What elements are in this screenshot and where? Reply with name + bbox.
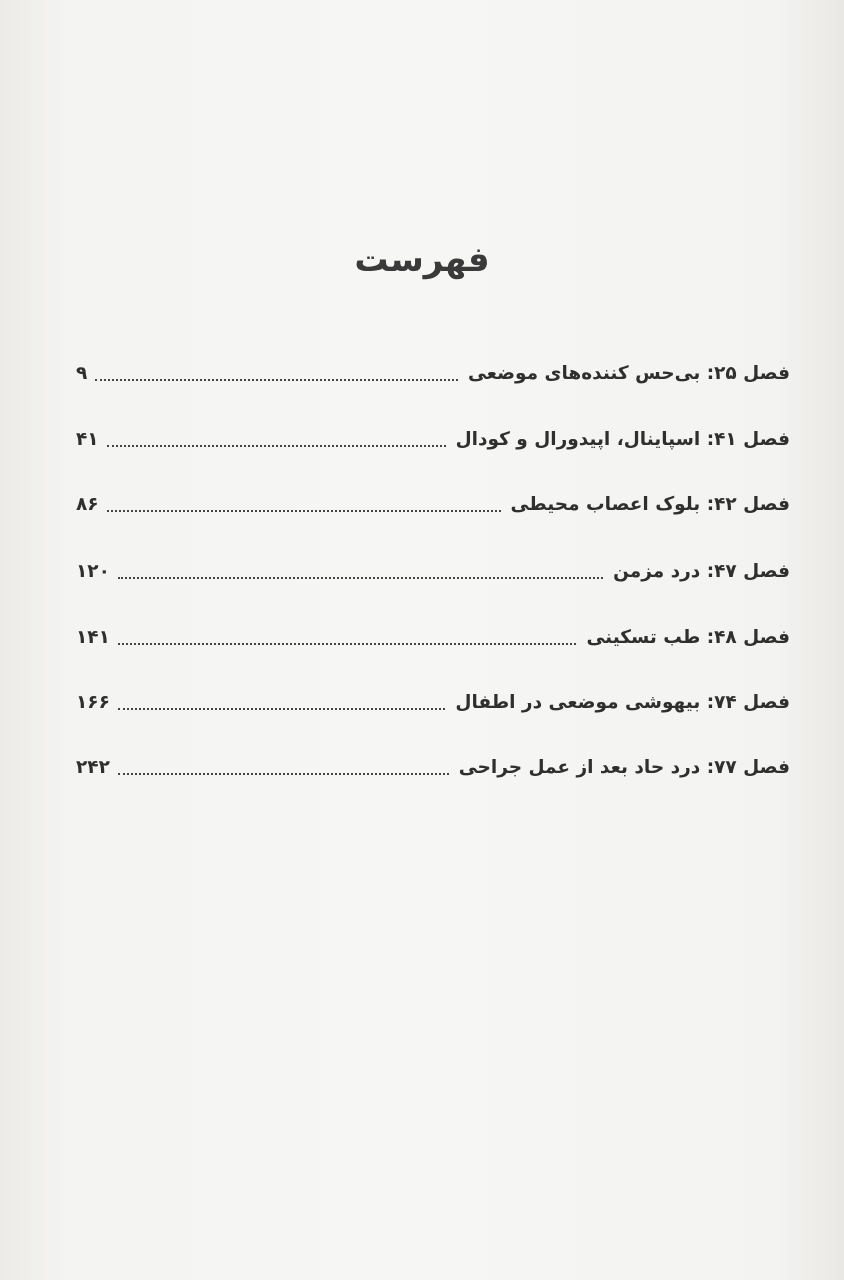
toc-entry-page: ۱۲۰: [76, 560, 110, 582]
toc-entry: [76, 422, 790, 456]
toc-entry-title: فصل ۷۴: بیهوشی موضعی در اطفال: [455, 691, 790, 713]
toc-entry-title: فصل ۴۸: طب تسکینی: [586, 626, 790, 648]
toc-entry: [76, 620, 790, 654]
toc-entry: [76, 554, 790, 588]
toc-entry-page: ۹: [76, 362, 88, 384]
toc-entry-page: ۸۶: [76, 493, 99, 515]
toc-entry-title: فصل ۴۲: بلوک اعصاب محیطی: [510, 493, 790, 515]
page-title: فهرست: [354, 240, 490, 280]
toc-dot-leader: [118, 706, 446, 710]
toc-dot-leader: [95, 377, 458, 381]
toc-entry-page: ۴۱: [76, 428, 99, 450]
toc-entry: [76, 487, 790, 521]
toc-entry: [76, 685, 790, 719]
toc-dot-leader: [118, 575, 603, 579]
toc-entry: [76, 750, 790, 784]
toc-dot-leader: [107, 508, 501, 512]
toc-dot-leader: [118, 771, 449, 775]
toc-entry-page: ۱۶۶: [76, 691, 110, 713]
toc-entry-page: ۱۴۱: [76, 626, 110, 648]
toc-entry-title: فصل ۲۵: بی‌حس کننده‌های موضعی: [467, 362, 790, 384]
toc-entry-title: فصل ۷۷: درد حاد بعد از عمل جراحی: [458, 756, 790, 778]
toc-entry-page: ۲۴۲: [76, 756, 110, 778]
toc-entry-title: فصل ۴۷: درد مزمن: [613, 560, 790, 582]
toc-dot-leader: [107, 443, 446, 447]
toc-entry-title: فصل ۴۱: اسپاینال، اپیدورال و کودال: [455, 428, 790, 450]
toc-dot-leader: [118, 641, 577, 645]
toc-entry: [76, 356, 790, 390]
